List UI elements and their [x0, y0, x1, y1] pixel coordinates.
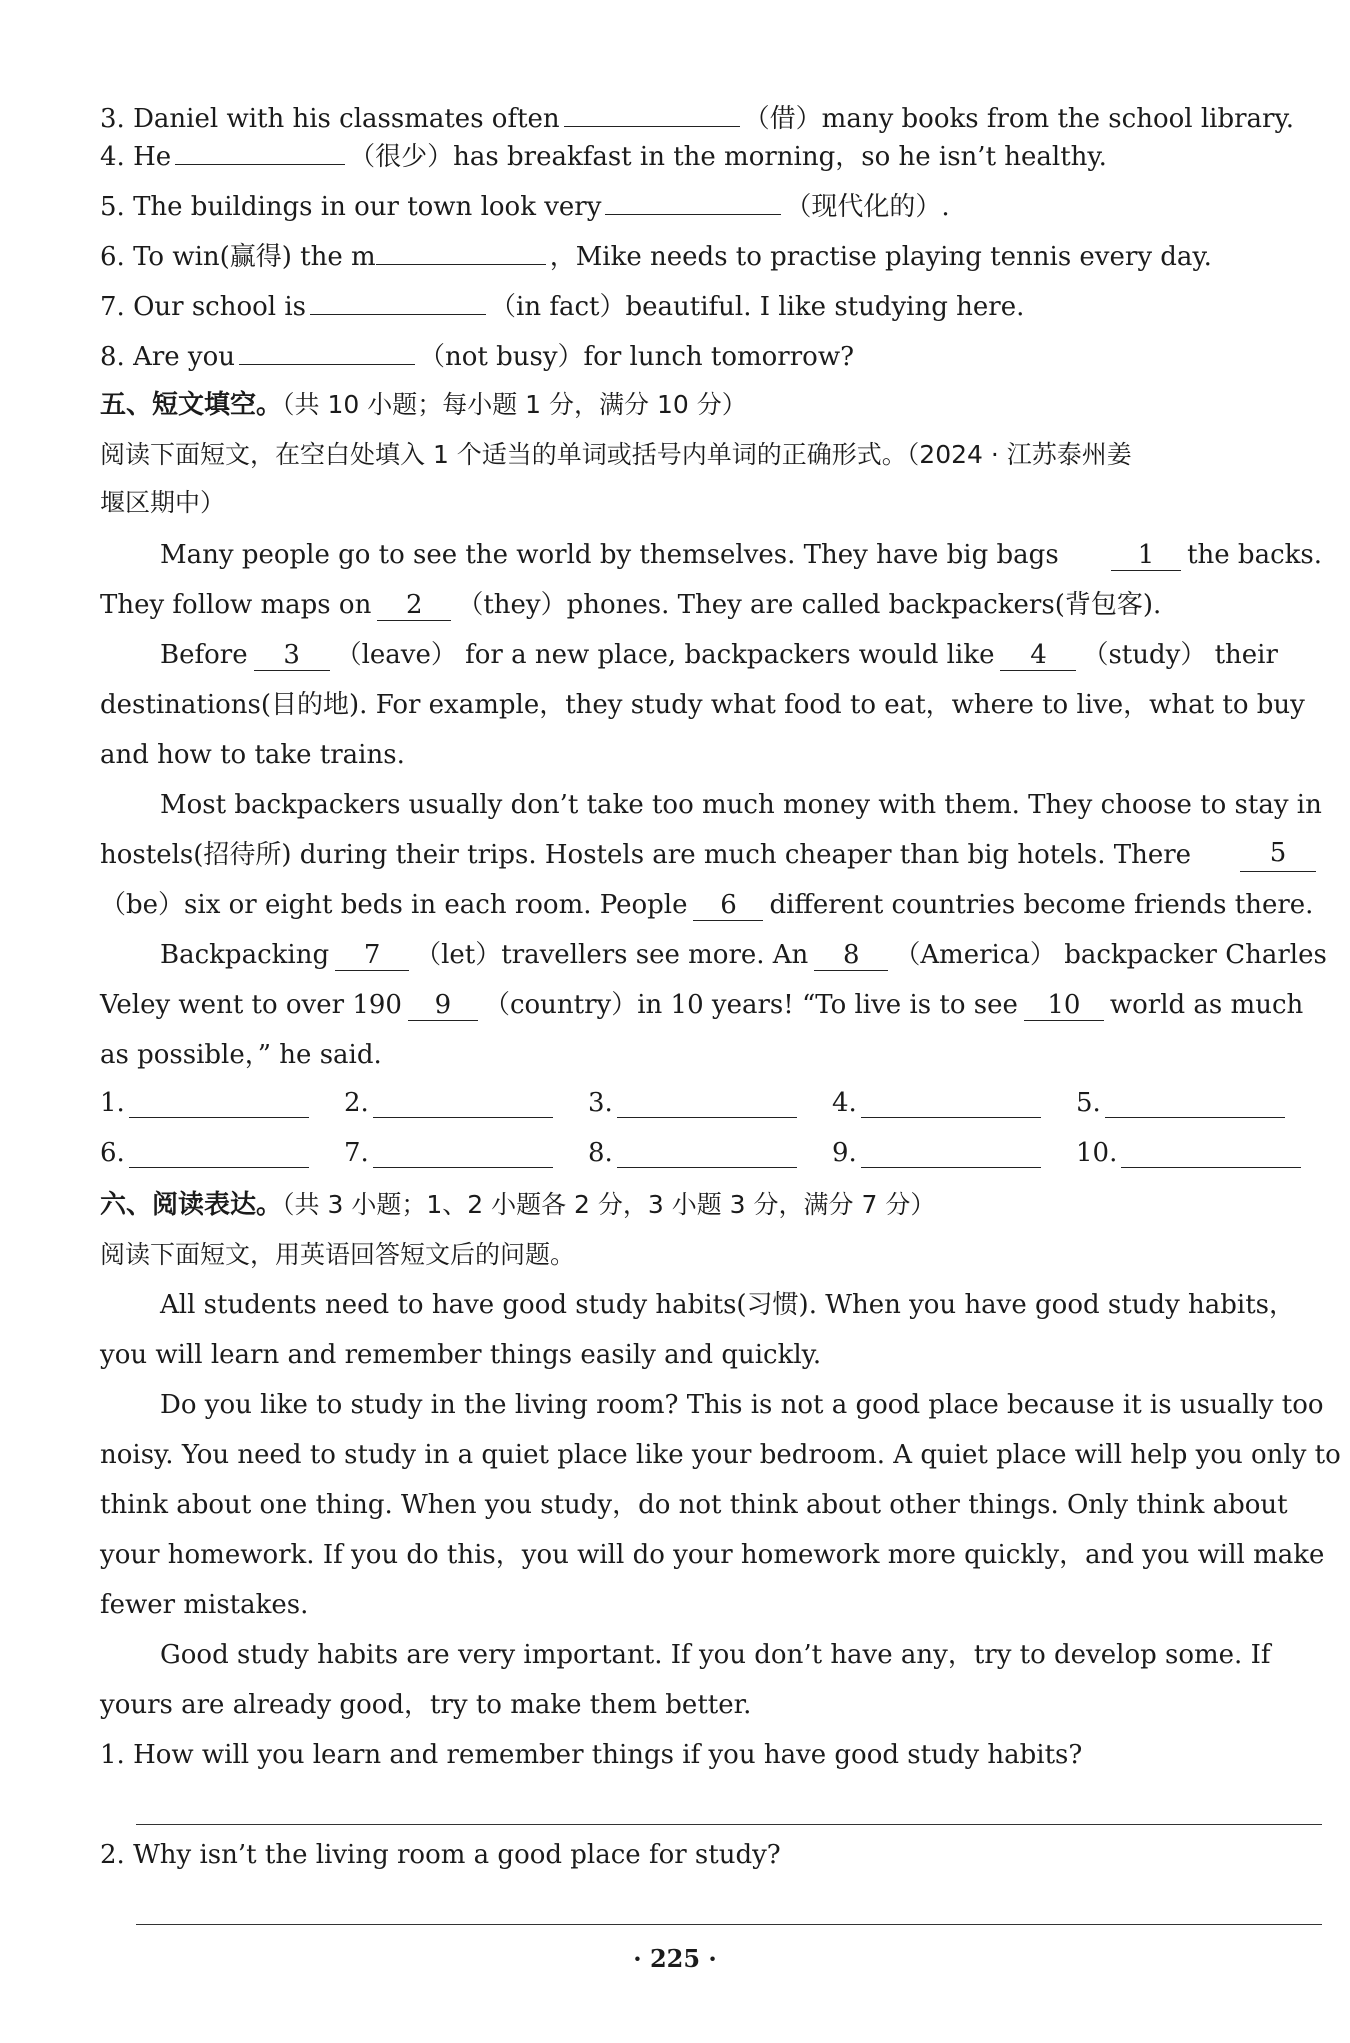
passage-line: They follow maps on 2 （they）phones. They are called backpackers(背包客). — [100, 590, 1162, 620]
blank-1[interactable]: 1 — [1111, 540, 1181, 571]
blank-10[interactable]: 10 — [1024, 990, 1104, 1021]
answer-blank[interactable] — [239, 338, 415, 365]
answer-cell[interactable]: 7. — [344, 1138, 588, 1168]
reading-question-1: 1. How will you learn and remember things if you have good study habits? — [100, 1740, 1083, 1770]
answer-blank[interactable] — [310, 288, 486, 315]
answer-cell[interactable]: 8. — [588, 1138, 832, 1168]
section-6-title: 六、阅读表达。（共 3 小题；1、2 小题各 2 分，3 小题 3 分，满分 7 分） — [100, 1190, 936, 1220]
passage-line: Before 3 （leave） for a new place, backpackers would like 4 （study） their — [160, 640, 1278, 670]
answer-blank[interactable] — [605, 188, 781, 215]
passage-line: as possible，” he said. — [100, 1040, 382, 1070]
section-5-instruction-cont: 堰区期中） — [100, 488, 226, 517]
answer-cell[interactable]: 3. — [588, 1088, 832, 1118]
answer-line-q1[interactable] — [136, 1824, 1322, 1825]
passage-line: hostels(招待所) during their trips. Hostels are much cheaper than big hotels. There 5 — [100, 838, 1322, 872]
section-5-instruction: 阅读下面短文，在空白处填入 1 个适当的单词或括号内单词的正确形式。（2024 · 江苏泰州姜 — [100, 440, 1132, 469]
blank-9[interactable]: 9 — [408, 990, 478, 1021]
passage-line: fewer mistakes. — [100, 1590, 309, 1620]
blank-2[interactable]: 2 — [377, 590, 451, 621]
answer-line[interactable] — [861, 1091, 1041, 1118]
answer-cell[interactable]: 4. — [832, 1088, 1076, 1118]
passage-line: yours are already good，try to make them better. — [100, 1690, 752, 1720]
blank-4[interactable]: 4 — [1000, 640, 1076, 671]
passage-line: Do you like to study in the living room? This is not a good place because it is usually too — [160, 1390, 1324, 1420]
question-4: 4. He （很少）has breakfast in the morning，so he isn’t healthy. — [100, 138, 1107, 174]
reading-question-2: 2. Why isn’t the living room a good place for study? — [100, 1840, 781, 1870]
question-7: 7. Our school is （in fact）beautiful. I like studying here. — [100, 288, 1024, 324]
answer-line[interactable] — [861, 1141, 1041, 1168]
answer-cell[interactable]: 6. — [100, 1138, 344, 1168]
passage-line: All students need to have good study habits(习惯). When you have good study habits， — [160, 1290, 1296, 1320]
answer-line[interactable] — [617, 1091, 797, 1118]
question-5: 5. The buildings in our town look very （现代化的）. — [100, 188, 950, 224]
answer-blank[interactable] — [376, 238, 546, 265]
answer-row-2 — [100, 1138, 1322, 1168]
passage-line: and how to take trains. — [100, 740, 405, 770]
passage-line: your homework. If you do this，you will do your homework more quickly，and you will make — [100, 1540, 1325, 1570]
answer-blank[interactable] — [175, 138, 345, 165]
passage-line: （be）six or eight beds in each room. People 6 different countries become friends there. — [100, 890, 1314, 920]
answer-row-1 — [100, 1088, 1322, 1118]
blank-7[interactable]: 7 — [335, 940, 409, 971]
blank-5[interactable]: 5 — [1240, 838, 1316, 872]
passage-line: Many people go to see the world by themselves. They have big bags 1 the backs. — [160, 540, 1322, 570]
passage-line: Most backpackers usually don’t take too much money with them. They choose to stay in — [160, 790, 1322, 820]
page-number: · 225 · — [633, 1944, 717, 1973]
answer-line[interactable] — [1105, 1091, 1285, 1118]
blank-6[interactable]: 6 — [693, 890, 763, 921]
answer-line[interactable] — [1121, 1141, 1301, 1168]
answer-line[interactable] — [129, 1141, 309, 1168]
passage-line: Good study habits are very important. If you don’t have any，try to develop some. If — [160, 1640, 1271, 1670]
passage-line: noisy. You need to study in a quiet place like your bedroom. A quiet place will help you only to — [100, 1440, 1341, 1470]
passage-line: you will learn and remember things easily and quickly. — [100, 1340, 822, 1370]
section-5-title: 五、短文填空。（共 10 小题；每小题 1 分，满分 10 分） — [100, 390, 747, 420]
passage-line: think about one thing. When you study，do not think about other things. Only think about — [100, 1490, 1288, 1520]
answer-blank[interactable] — [564, 100, 740, 127]
passage-line: Backpacking 7 （let）travellers see more. An 8 （America） backpacker Charles — [160, 940, 1327, 970]
blank-3[interactable]: 3 — [254, 640, 330, 671]
answer-cell[interactable]: 1. — [100, 1088, 344, 1118]
answer-line[interactable] — [129, 1091, 309, 1118]
answer-line-q2[interactable] — [136, 1924, 1322, 1925]
answer-cell[interactable]: 10. — [1076, 1138, 1320, 1168]
answer-line[interactable] — [373, 1091, 553, 1118]
section-6-instruction: 阅读下面短文，用英语回答短文后的问题。 — [100, 1240, 576, 1269]
answer-cell[interactable]: 2. — [344, 1088, 588, 1118]
answer-line[interactable] — [617, 1141, 797, 1168]
answer-cell[interactable]: 9. — [832, 1138, 1076, 1168]
answer-line[interactable] — [373, 1141, 553, 1168]
passage-line: destinations(目的地). For example，they study what food to eat，where to live，what to buy — [100, 690, 1305, 720]
blank-8[interactable]: 8 — [814, 940, 888, 971]
answer-cell[interactable]: 5. — [1076, 1088, 1320, 1118]
passage-line: Veley went to over 190 9 （country）in 10 years! “To live is to see 10 world as much — [100, 990, 1304, 1020]
question-3: 3. Daniel with his classmates often （借）many books from the school library. — [100, 100, 1294, 136]
question-8: 8. Are you （not busy）for lunch tomorrow? — [100, 338, 854, 374]
question-6: 6. To win(赢得) the m ，Mike needs to practise playing tennis every day. — [100, 238, 1212, 274]
